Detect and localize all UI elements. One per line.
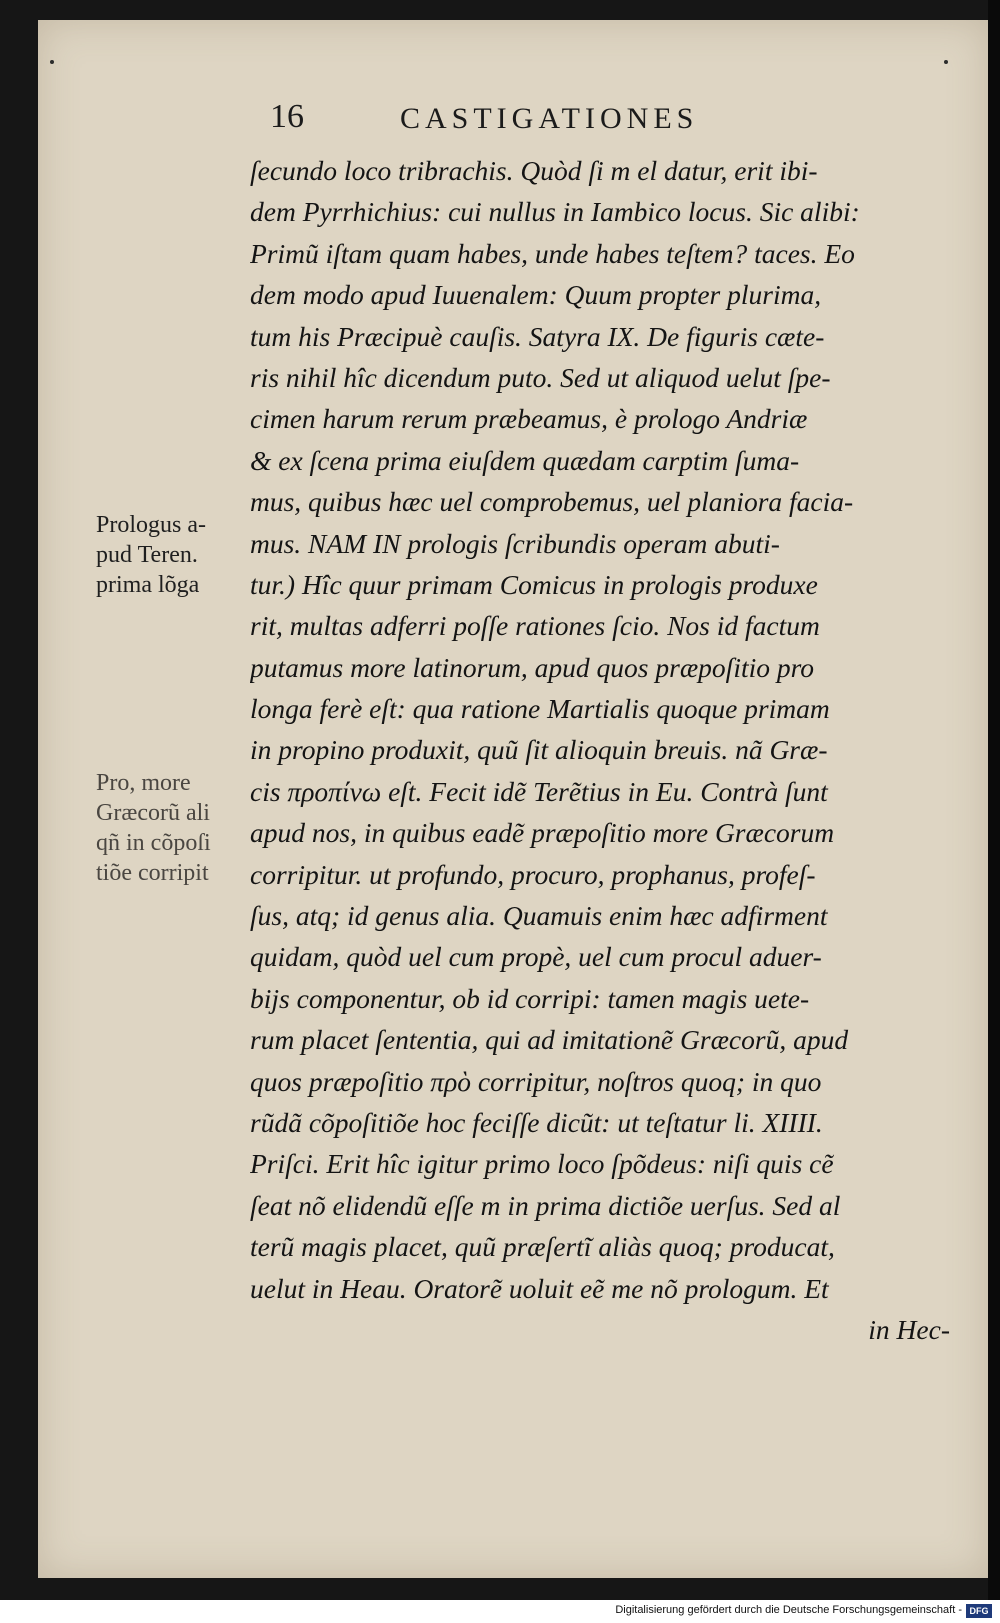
margin-note-line: Græcorũ ali: [96, 800, 210, 826]
text-line: in propino produxit, quũ ſit alioquin breuis. nã Græ-: [250, 734, 828, 766]
text-line: apud nos, in quibus eadẽ præpoſitio more Græcorum: [250, 817, 835, 849]
text-line: bijs componentur, ob id corripi: tamen magis uete-: [250, 982, 810, 1014]
margin-note-line: tiõe corripit: [96, 860, 209, 886]
margin-note-line: prima lõga: [96, 572, 200, 598]
main-text-block: [250, 150, 950, 1350]
margin-note-line: qñ in cõpoſi: [96, 830, 211, 856]
book-page: [38, 20, 988, 1578]
text-line: longa ferè eſt: qua ratione Martialis quoque primam: [250, 693, 830, 725]
funding-credit: Digitalisierung gefördert durch die Deutsche Forschungsgemeinschaft -: [615, 1604, 962, 1616]
text-line: tum his Præcipuè cauſis. Satyra IX. De figuris cæte-: [250, 320, 825, 352]
text-line: mus. NAM IN prologis ſcribundis operam abuti-: [250, 527, 780, 559]
text-line: cis προπίνω eſt. Fecit idẽ Terẽtius in Eu. Contrà ſunt: [250, 775, 828, 807]
text-line: & ex ſcena prima eiuſdem quædam carptim ſuma-: [250, 444, 800, 476]
text-line: dem modo apud Iuuenalem: Quum propter plurima,: [250, 279, 822, 311]
page-number: 16: [270, 98, 304, 135]
text-line: mus, quibus hæc uel comprobemus, uel planiora facia-: [250, 486, 854, 518]
text-line: uelut in Heau. Oratorẽ uoluit eẽ me nõ prologum. Et: [250, 1272, 829, 1304]
margin-note-prologus: [96, 510, 276, 600]
margin-note-pro-more: [96, 768, 276, 888]
text-line: quos præpoſitio πρὸ corripitur, noſtros quoq; in quo: [250, 1065, 822, 1097]
text-line: corripitur. ut profundo, procuro, prophanus, profeſ-: [250, 858, 816, 890]
text-line: terũ magis placet, quũ præſertĩ aliàs quoq; producat,: [250, 1231, 835, 1263]
running-head: CASTIGATIONES: [400, 102, 699, 135]
text-line: rum placet ſententia, qui ad imitationẽ Græcorũ, apud: [250, 1024, 849, 1056]
text-line: cimen harum rerum præbeamus, è prologo Andriæ: [250, 403, 808, 435]
margin-note-line: Pro, more: [96, 770, 191, 796]
text-line: Primũ iſtam quam habes, unde habes teſtem? taces. Eo: [250, 237, 855, 269]
footer-bar: [0, 1600, 1000, 1623]
text-line: ris nihil hîc dicendum puto. Sed ut aliquod uelut ſpe-: [250, 361, 831, 393]
text-line: rit, multas adferri poſſe rationes ſcio. Nos id factum: [250, 610, 820, 642]
text-line: quidam, quòd uel cum propè, uel cum procul aduer-: [250, 941, 822, 973]
text-line: ſecundo loco tribrachis. Quòd ſi m el datur, erit ibi-: [250, 155, 818, 186]
ink-speck: [50, 60, 54, 64]
margin-note-line: pud Teren.: [96, 542, 198, 568]
text-line: tur.) Hîc quur primam Comicus in prologis produxe: [250, 568, 818, 600]
text-line: dem Pyrrhichius: cui nullus in Iambico locus. Sic alibi:: [250, 196, 860, 228]
catchword: in Hec-: [868, 1313, 950, 1345]
dfg-logo: DFG: [966, 1604, 992, 1618]
text-line: putamus more latinorum, apud quos præpoſitio pro: [250, 651, 815, 683]
ink-speck: [944, 60, 948, 64]
text-line: ſeat nõ elidendũ eſſe m in prima dictiõe uerſus. Sed al: [250, 1189, 841, 1221]
scanner-edge: [988, 0, 1000, 1600]
text-line: Priſci. Erit hîc igitur primo loco ſpõdeus: niſi quis cẽ: [250, 1148, 834, 1180]
page-header: [38, 98, 988, 138]
margin-note-line: Prologus a-: [96, 512, 206, 538]
text-line: rũdã cõpoſitiõe hoc feciſſe dicũt: ut teſtatur li. XIIII.: [250, 1106, 823, 1138]
text-line: ſus, atq; id genus alia. Quamuis enim hæc adfirment: [250, 900, 828, 932]
